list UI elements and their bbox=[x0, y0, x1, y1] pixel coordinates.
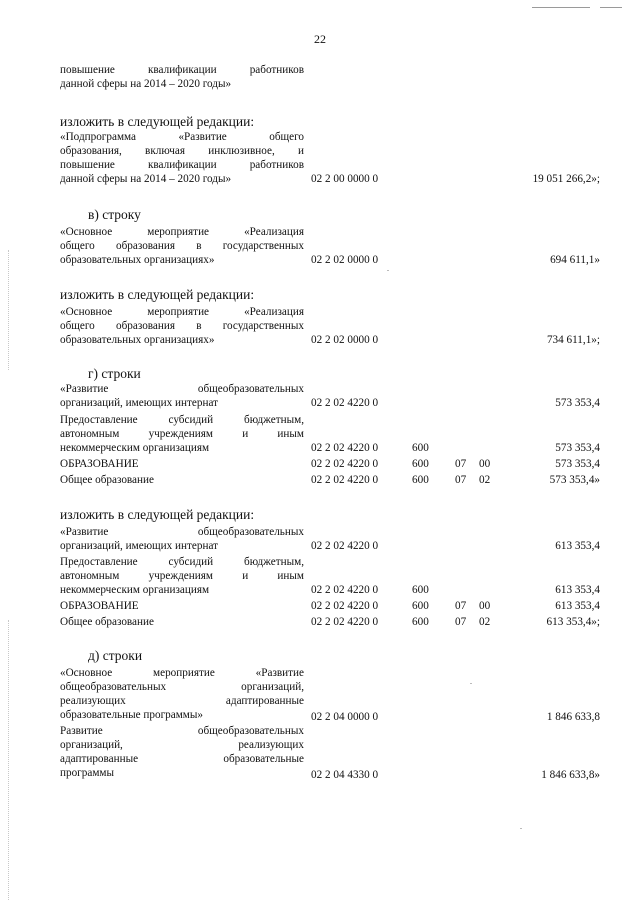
desc-line: «Развитие общеобразовательных bbox=[60, 383, 304, 395]
amount: 573 353,4 bbox=[555, 442, 600, 454]
desc-line: Предоставление субсидий бюджетным, bbox=[60, 556, 304, 568]
desc-line: «Основное мероприятие «Развитие bbox=[60, 667, 304, 679]
amount: 1 846 633,8 bbox=[546, 711, 600, 723]
block4-description bbox=[60, 305, 304, 347]
block5-row1-description bbox=[60, 382, 304, 410]
amend-heading: изложить в следующей редакции: bbox=[60, 287, 255, 302]
block1-description bbox=[60, 63, 304, 91]
desc-line: адаптированные образовательные bbox=[60, 753, 304, 765]
desc-line: ОБРАЗОВАНИЕ bbox=[60, 600, 139, 612]
target-code: 02 2 00 0000 0 bbox=[311, 173, 379, 185]
top-scan-line bbox=[600, 7, 622, 8]
desc-line: повышение квалификации работников bbox=[60, 159, 304, 171]
expense-type-code: 600 bbox=[412, 442, 429, 454]
section-code: 07 bbox=[455, 474, 467, 486]
amount: 19 051 266,2»; bbox=[532, 173, 600, 185]
desc-line: Предоставление субсидий бюджетным, bbox=[60, 414, 304, 426]
desc-line: повышение квалификации работников bbox=[60, 64, 304, 76]
block6-row2-description bbox=[60, 555, 304, 597]
amount: 1 846 633,8» bbox=[541, 769, 600, 781]
subsection-code: 00 bbox=[479, 600, 491, 612]
desc-line: образовательных организациях» bbox=[60, 334, 215, 346]
desc-line: реализующих адаптированные bbox=[60, 695, 304, 707]
block5-row4-description bbox=[60, 473, 304, 487]
block7-row1-description bbox=[60, 666, 304, 722]
target-code: 02 2 02 4220 0 bbox=[311, 474, 379, 486]
desc-line: данной сферы на 2014 – 2020 годы» bbox=[60, 78, 232, 90]
expense-type-code: 600 bbox=[412, 458, 429, 470]
margin-scan-line bbox=[8, 620, 9, 900]
subsection-code: 02 bbox=[479, 474, 491, 486]
block6-row1-description bbox=[60, 525, 304, 553]
desc-line: организаций, реализующих bbox=[60, 739, 304, 751]
amount: 573 353,4» bbox=[549, 474, 600, 486]
desc-line: автономным учреждениям и иным bbox=[60, 570, 304, 582]
page-number: 22 bbox=[314, 32, 326, 46]
block7-row2-description bbox=[60, 724, 304, 780]
desc-line: «Развитие общеобразовательных bbox=[60, 526, 304, 538]
target-code: 02 2 02 4220 0 bbox=[311, 600, 379, 612]
target-code: 02 2 02 4220 0 bbox=[311, 540, 379, 552]
scan-speck bbox=[520, 828, 522, 829]
expense-type-code: 600 bbox=[412, 584, 429, 596]
desc-line: автономным учреждениям и иным bbox=[60, 428, 304, 440]
expense-type-code: 600 bbox=[412, 616, 429, 628]
amount: 573 353,4 bbox=[555, 397, 600, 409]
desc-line: организаций, имеющих интернат bbox=[60, 397, 219, 409]
desc-line: общего образования в государственных bbox=[60, 320, 304, 332]
desc-line: ОБРАЗОВАНИЕ bbox=[60, 458, 139, 470]
amount: 573 353,4 bbox=[555, 458, 600, 470]
item-heading: д) строки bbox=[88, 648, 143, 663]
target-code: 02 2 04 0000 0 bbox=[311, 711, 379, 723]
block5-row2-description bbox=[60, 413, 304, 455]
amount: 694 611,1» bbox=[550, 254, 600, 266]
target-code: 02 2 02 4220 0 bbox=[311, 616, 379, 628]
target-code: 02 2 02 0000 0 bbox=[311, 334, 379, 346]
desc-line: «Основное мероприятие «Реализация bbox=[60, 306, 304, 318]
amount: 613 353,4 bbox=[555, 600, 600, 612]
subsection-code: 02 bbox=[479, 616, 491, 628]
desc-line: Общее образование bbox=[60, 474, 154, 486]
desc-line: данной сферы на 2014 – 2020 годы» bbox=[60, 173, 232, 185]
target-code: 02 2 02 4220 0 bbox=[311, 397, 379, 409]
expense-type-code: 600 bbox=[412, 600, 429, 612]
desc-line: общеобразовательных организаций, bbox=[60, 681, 304, 693]
desc-line: «Основное мероприятие «Реализация bbox=[60, 226, 304, 238]
expense-type-code: 600 bbox=[412, 474, 429, 486]
target-code: 02 2 02 0000 0 bbox=[311, 254, 379, 266]
amount: 613 353,4»; bbox=[546, 616, 600, 628]
block6-row3-description bbox=[60, 599, 304, 613]
desc-line: общего образования в государственных bbox=[60, 240, 304, 252]
target-code: 02 2 02 4220 0 bbox=[311, 442, 379, 454]
scan-speck bbox=[387, 270, 389, 271]
section-code: 07 bbox=[455, 600, 467, 612]
desc-line: программы bbox=[60, 767, 114, 779]
desc-line: некоммерческим организациям bbox=[60, 442, 210, 454]
desc-line: образовательных организациях» bbox=[60, 254, 215, 266]
amend-heading: изложить в следующей редакции: bbox=[60, 507, 255, 522]
item-heading: г) строки bbox=[88, 366, 141, 381]
amount: 734 611,1»; bbox=[546, 334, 600, 346]
subsection-code: 00 bbox=[479, 458, 491, 470]
desc-line: Общее образование bbox=[60, 616, 154, 628]
target-code: 02 2 02 4220 0 bbox=[311, 584, 379, 596]
block5-row3-description bbox=[60, 457, 304, 471]
section-code: 07 bbox=[455, 458, 467, 470]
target-code: 02 2 04 4330 0 bbox=[311, 769, 379, 781]
desc-line: образовательные программы» bbox=[60, 709, 204, 721]
desc-line: образования, включая инклюзивное, и bbox=[60, 145, 304, 157]
desc-line: Развитие общеобразовательных bbox=[60, 725, 304, 737]
block6-row4-description bbox=[60, 615, 304, 629]
desc-line: «Подпрограмма «Развитие общего bbox=[60, 131, 304, 143]
block3-description bbox=[60, 225, 304, 267]
amount: 613 353,4 bbox=[555, 540, 600, 552]
block2-description bbox=[60, 130, 304, 186]
top-scan-line bbox=[532, 7, 590, 8]
amount: 613 353,4 bbox=[555, 584, 600, 596]
section-code: 07 bbox=[455, 616, 467, 628]
amend-heading: изложить в следующей редакции: bbox=[60, 114, 255, 129]
desc-line: некоммерческим организациям bbox=[60, 584, 210, 596]
scan-speck bbox=[470, 683, 472, 684]
margin-scan-line bbox=[8, 250, 9, 370]
target-code: 02 2 02 4220 0 bbox=[311, 458, 379, 470]
item-heading: в) строку bbox=[88, 207, 141, 222]
desc-line: организаций, имеющих интернат bbox=[60, 540, 219, 552]
